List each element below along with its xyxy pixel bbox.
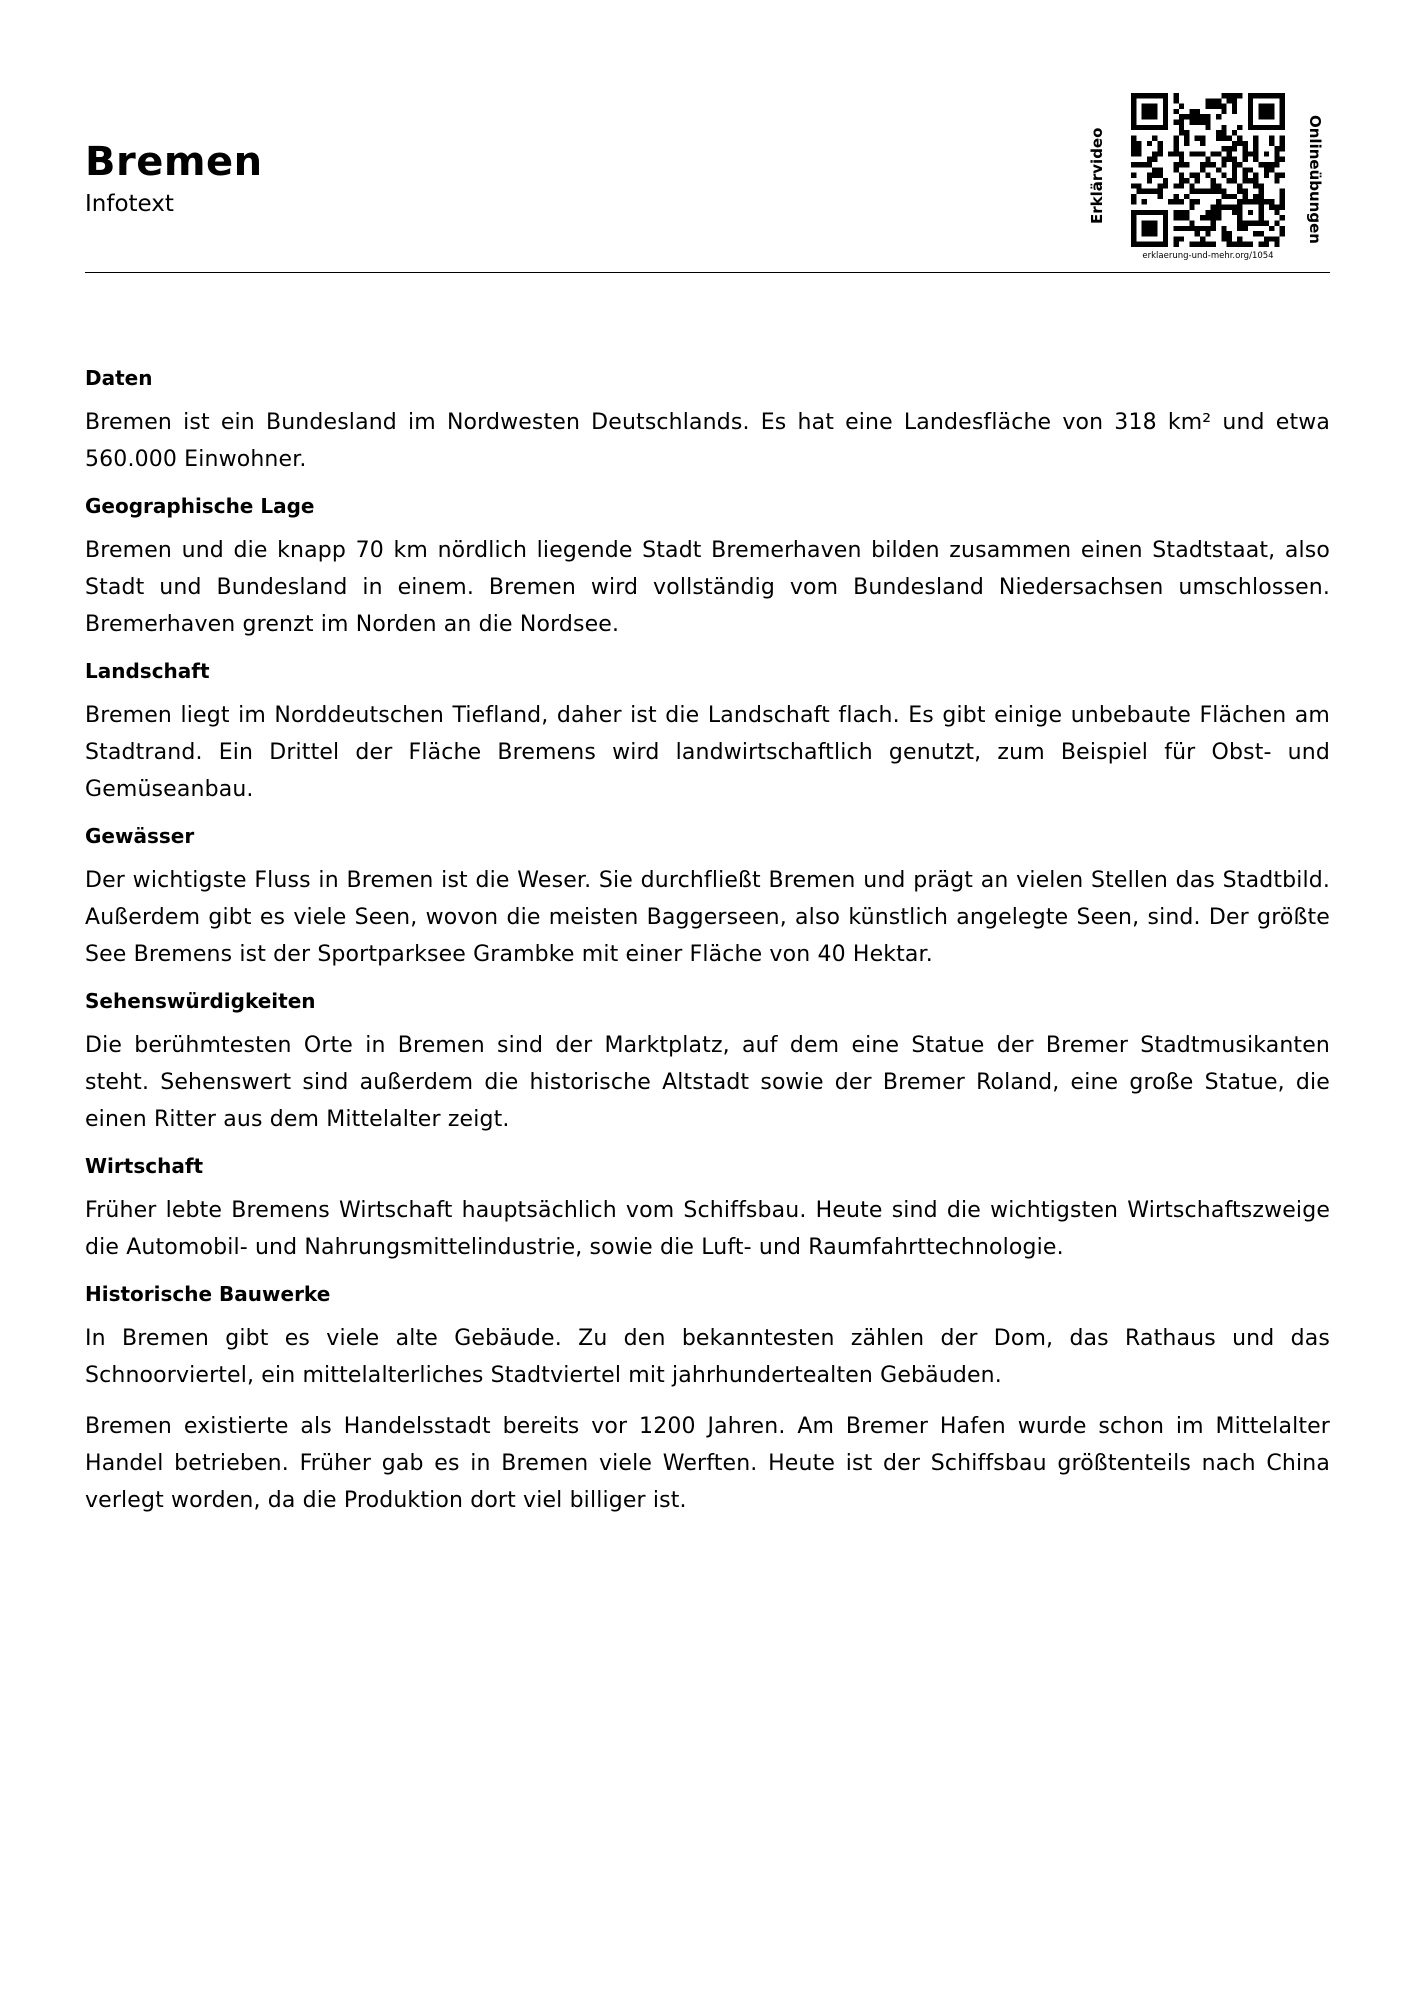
qr-code-icon[interactable] — [1131, 93, 1285, 247]
document-header — [0, 0, 1414, 280]
page-subtitle: Infotext — [85, 191, 174, 217]
explainer-video-label: Erklärvideo — [1088, 127, 1106, 224]
section-paragraph: Früher lebte Bremens Wirtschaft hauptsächlich vom Schiffsbau. Heute sind die wichtigsten Wirtschaftszweige die Automobil- und Nahrungsmittelindustrie, sowie die Luft- und Raumfahrttechnologie. — [85, 1198, 1330, 1260]
section-wirtschaft — [85, 1152, 1330, 1266]
section-daten — [85, 364, 1330, 478]
header-divider — [85, 272, 1330, 273]
online-exercises-label: Onlineübungen — [1306, 115, 1324, 244]
section-gewaesser — [85, 822, 1330, 973]
section-sehenswuerdigkeiten — [85, 987, 1330, 1138]
section-paragraph: Der wichtigste Fluss in Bremen ist die Weser. Sie durchfließt Bremen und prägt an vielen Stellen das Stadtbild. Außerdem gibt es viele Seen, wovon die meisten Baggerseen, also künstlich angelegte Seen, sind. Der größte See Bremens ist der Sportparksee Grambke mit einer Fläche von 40 Hektar. — [85, 868, 1330, 967]
section-paragraph: Bremen und die knapp 70 km nördlich liegende Stadt Bremerhaven bilden zusammen einen Stadtstaat, also Stadt und Bundesland in einem. Bremen wird vollständig vom Bundesland Niedersachsen umschlossen. Bremerhaven grenzt im Norden an die Nordsee. — [85, 538, 1330, 637]
section-heading: Historische Bauwerke — [85, 1282, 331, 1306]
section-paragraph: Bremen ist ein Bundesland im Nordwesten Deutschlands. Es hat eine Landesfläche von 318 km² und etwa 560.000 Einwohner. — [85, 410, 1330, 472]
qr-url: erklaerung-und-mehr.org/1054 — [1142, 251, 1274, 261]
section-heading: Gewässer — [85, 824, 195, 848]
section-geographische-lage — [85, 492, 1330, 643]
section-heading: Geographische Lage — [85, 494, 315, 518]
section-paragraph: Die berühmtesten Orte in Bremen sind der Marktplatz, auf dem eine Statue der Bremer Stadtmusikanten steht. Sehenswert sind außerdem die historische Altstadt sowie der Bremer Roland, eine große Statue, die einen Ritter aus dem Mittelalter zeigt. — [85, 1033, 1330, 1132]
section-heading: Sehenswürdigkeiten — [85, 989, 316, 1013]
section-heading: Landschaft — [85, 659, 210, 683]
section-paragraph: Bremen existierte als Handelsstadt bereits vor 1200 Jahren. Am Bremer Hafen wurde schon im Mittelalter Handel betrieben. Früher gab es in Bremen viele Werften. Heute ist der Schiffsbau größtenteils nach China verlegt worden, da die Produktion dort viel billiger ist. — [85, 1414, 1330, 1513]
section-paragraph: In Bremen gibt es viele alte Gebäude. Zu den bekanntesten zählen der Dom, das Rathaus und das Schnoorviertel, ein mittelalterliches Stadtviertel mit jahrhundertealten Gebäuden. — [85, 1326, 1330, 1388]
section-heading: Daten — [85, 366, 153, 390]
section-historische-bauwerke — [85, 1280, 1330, 1519]
section-heading: Wirtschaft — [85, 1154, 204, 1178]
document-body — [85, 364, 1330, 1533]
page-title: Bremen — [85, 139, 263, 185]
section-landschaft — [85, 657, 1330, 808]
section-paragraph: Bremen liegt im Norddeutschen Tiefland, daher ist die Landschaft flach. Es gibt einige unbebaute Flächen am Stadtrand. Ein Drittel der Fläche Bremens wird landwirtschaftlich genutzt, zum Beispiel für Obst- und Gemüseanbau. — [85, 703, 1330, 802]
